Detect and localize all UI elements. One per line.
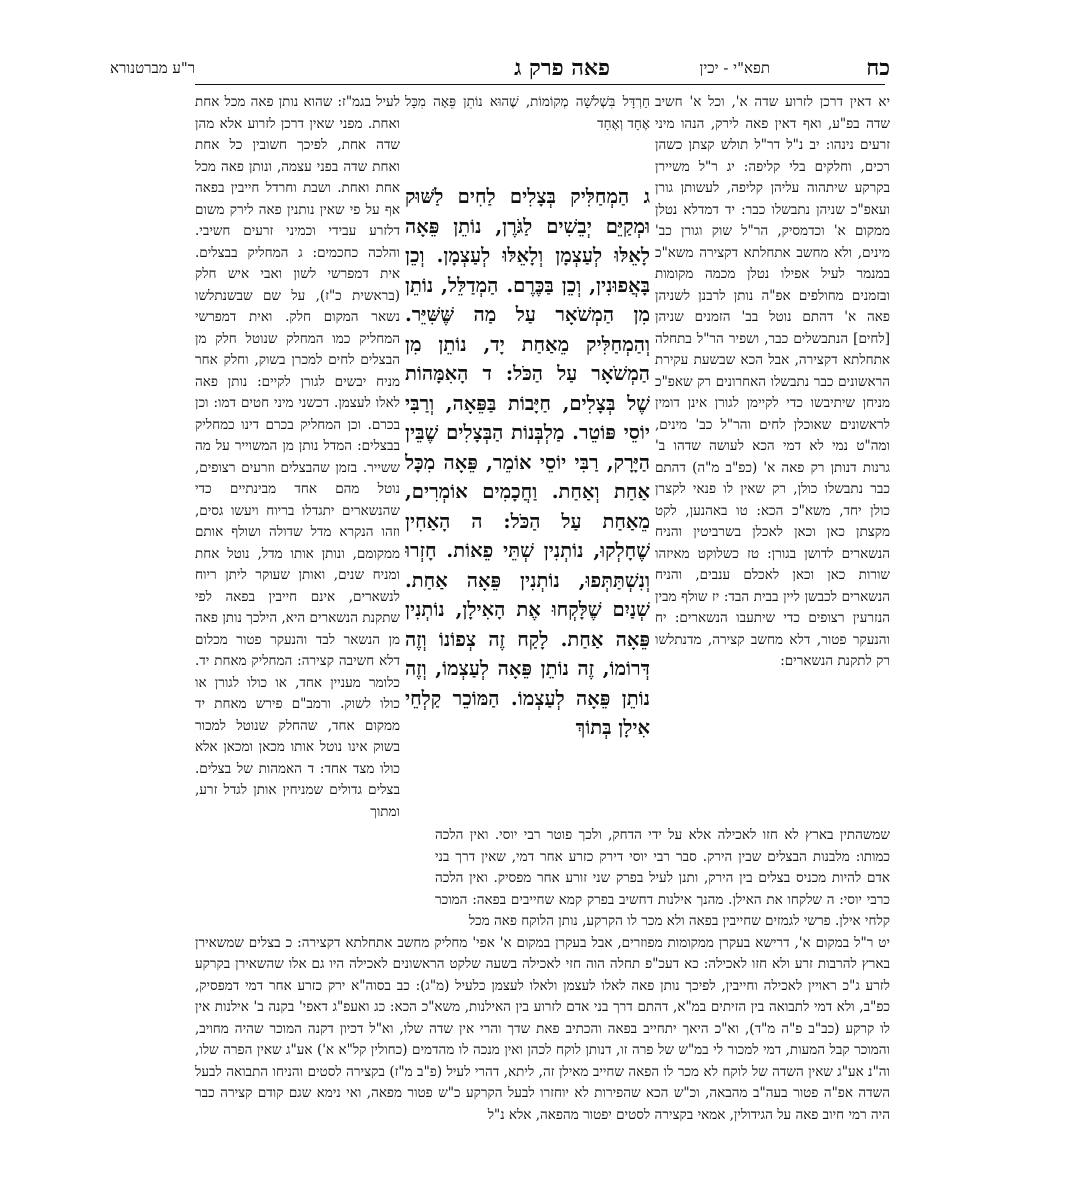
bartenura-text: לעיל בגמ"ז: שהוא נותן פאה מכל אחת ואחת. מפני שאין דרכן לזרוע אלא מהן שדה אחת, לפיכך חשובין כל אחת ואחת שדה בפני עצמה, ונותן פאה מכל אחת ואחת. ושבת וחרדל חייבין בפאה אף על פי שאין נותנין פאה לירק משום דלזרע עבידי וכמיני זרעים חשיבי. והלכה כחכמים: ג המחליק בבצלים. אית דמפרשי לשון ואבי איש חלק (בראשית כ"ז), על שם שבשנתלשו נשאר המקום חלק. ואית דמפרשי המחליק כמו המחלק שנוטל חלק מן הבצלים לחים למכרן בשוק, וחלק אחר מניח יבשים לגורן לקיים: נותן פאה לאלו לעצמן. דכשני מיני חטים דמו: וכן בכרם. וכן המחליק בכרם דינו כמחליק בבצלים: המדל נותן מן המשוייר על מה ששייר. בזמן שהבצלים וזרעים רצופים, נוטל מהם אחד מבינתיים כדי שהנשארים יתגדלו בריוח ויעשו גסים, וזהו הנקרא מדל שדולה ושולף אותם ממקומם, ונותן אותו מדל, נוטל אחת ומניח שנים, ואותן שעוקר ליתן ריוח לנשארים, אינם חייבין בפאה לפי שתקנת הנשארים היא, הילכך נותן פאה מן הנשאר לבד והנעקר פטור מכלום דלא חשיבה קצירה: המחליק מאחת יד. כלומר מעניין אחד, או כולו לגורן או כולו לשוק. ורמב"ם פירש מאחת יד ממקום אחד, שהחלק שנוטל למכור בשוק אינו נוטל אותו מכאן ומכאן אלא כולו מצד אחד: ד האמהות של בצלים. בצלים גדולים שמניחין אותן לגדל זרע, ומתוך [195,94,400,820]
yachin-text: יא דאין דרכן לזרוע שדה א', וכל א' חשיב שדה בפ"ע, ואף דאין פאה לירק, הנהו מיני זרעים נינהו: יב נ"ל דר"ל תולש קצתן כשהן רכים, וחלקים בלי קליפה: יג ר"ל משיירן בקרקע שיתהוה עליהן קליפה, לעשותן גורן ועאפ"כ שניהן נתבשלו כבר: יד דמדלא נטלן ממקום א' וכדמסיק, הר"ל שוק וגורן כב' מינים, ולא מחשב אתחלתא דקצירה משא"כ במנמר לעיל אפילו נטלן מכמה מקומות ובזמנים מחולפים אפ"ה נותן לרבנן לשניהן פאה א' דהתם נוטל בב' הזמנים שניהן [לחים] הנתבשלים כבר, ושפיר הר"ל בתחלה אתחלתא דקצירה, אבל הכא שבשעת עקירת הראשונים כבר נתבשלו האחרונים רק שאפ"כ מניחן שיתיבשו כדי לקיימן לגורן אינן דומין לראשונים שאוכלן לחים והר"ל כב' מינים, ומה"ט נמי לא דמי הכא לעושה שדהו ב' גרנות דנותן רק פאה א' (כפ"ב מ"ה) דהתם כבר נתבשלו כולן, רק שאין לו פנאי לקצרן כולן יחד, משא"כ הכא: טו באהנען, לקט מקצתן כאן וכאן לאכלן בשרביטין והניח הנשארים לדושן בגורן: טז כשלוקט מאיזהו שורות כאן וכאן לאכלם ענבים, והניח הנשארים לכבשן ליין בבית הבד: יז שולף מבין הנזרעין רצופים כדי שיתעבו הנשארים: יח והנעקר פטור, דלא מחשב קצירה, מדנתלשו רק לתקנת הנשארים: [655,94,890,669]
header-rule [195,84,885,85]
bartenura-column [195,92,400,822]
commentary-title-left: ר"ע מברטנורא [110,59,196,77]
mishnah-text: ג הַמְחַלִּיק בְּצָלִים לַחִים לַשּׁוּק וּמְקַיֵּם יְבֵשִׁים לַגֹּרֶן, נוֹתֵן פֵּאָה לָאֵלּוּ לְעַצְמָן וְלָאֵלּוּ לְעַצְמָן. וְכֵן בָּאֲפוּנִין, וְכֵן בַּכֶּרֶם. הַמְדַלֵּל, נוֹתֵן מִן הַמְשֹׁאָר עַל מַה שֶּׁשִּׁיֵּר. וְהַמְחַלִּיק מֵאַחַת יָד, נוֹתֵן מִן הַמְשֹׁאָר עַל הַכֹּל: ד הָאִמָּהוֹת שֶׁל בְּצָלִים, חַיָּבוֹת בַּפֵּאָה, וְרַבִּי יוֹסֵי פּוֹטֵר. מַלְבְּנוֹת הַבְּצָלִים שֶׁבֵּין הַיָּרָק, רַבִּי יוֹסֵי אוֹמֵר, פֵּאָה מִכָּל אַחַת וְאַחַת. וַחֲכָמִים אוֹמְרִים, מֵאַחַת עַל הַכֹּל: ה הָאַחִין שֶׁחָלְקוּ, נוֹתְנִין שְׁתֵּי פֵאוֹת. חָזְרוּ וְנִשְׁתַּתְּפוּ, נוֹתְנִין פֵּאָה אַחַת. שְׁנַיִם שֶׁלָּקְחוּ אֶת הָאִילָן, נוֹתְנִין פֵּאָה אַחַת. לָקַח זֶה צְפוֹנוֹ וְזֶה דְּרוֹמוֹ, זֶה נוֹתֵן פֵּאָה לְעַצְמוֹ, וְזֶה נוֹתֵן פֵּאָה לְעַצְמוֹ. הַמּוֹכֵר קַלְחֵי אִילָן בְּתוֹךְ [405,185,650,739]
tractate-title: פאה פרק ג [514,55,610,81]
center-top-text: חַרְדָּל בִּשְׁלֹשָׁה מְקוֹמוֹת, שֶׁהוּא נוֹתֵן פֵּאָה מִכָּל אֶחָד וְאֶחָד [405,94,650,132]
bottom-yachin-text: יט ר"ל במקום א', דרישא בעקרן ממקומות מפוזרים, אבל בעקרן במקום א' אפי' מחליק מחשב אתחלתא דקצירה: כ בצלים שמשאירן בארץ להרבות זרע ולא חזו לאכילה: כא דעכ"פ תחלה הוה חזי לאכילה בשעה שלקט הראשונים לאכילה היו גם אלו שהשאירן בקרקע לזרע ג"כ ראויין לאכילה וחייבין, לפיכך נותן פאה לאלו לעצמן ולאלו לעצמן כלעיל (מ"ג): כב בסוה"א ירק כזרע אחר דמי דמפסיק, כפ"ב, ולא דמי לתבואה בין הזיתים במ"א, דהתם דרך בני אדם לזרוע בין האילנות, משא"כ הכא: כג ואעפ"ג דאפי' בקנה ב' אילנות אין לו קרקע (כב"ב פ"ה מ"ד), וא"כ היאך יתחייב בפאה והכתיב פאת שדך והרי אין שדה שלו, וא"ל דכיון דקנה המוכר שהיה מחויב, והמוכר קבל המעות, דמי למכור לי במ"ש של פרה זו, דנותן לוקח לכהן ואין מנכה לו מהדמים (כחולין קל"א א') אע"ג שאין הפרה שלו, וה"נ אע"ג שאין השדה של לוקח לא מכר לו הפאה שחייב מאילן זה, ליתא, דהרי לעיל (פ"ב מ"ז) בקצירה לסטים והניחו התבואה לבעל השדה אפ"ה פטור בעה"ב מהבאה, וכ"ש הכא שהפירות לא יוחזרו לבעל הקרקע כ"ש פטור מפאה, ואי נימא שגם קודם קצירה כבר היה רמי חיוב פאה על הגידולין, אמאי בקצירה לסטים יפטור מהפאה, אלא נ"ל [195,934,890,1123]
bottom-bartenura-text: שמשהתין בארץ לא חזו לאכילה אלא על ידי הדחק, ולכך פוטר רבי יוסי. ואין הלכה כמותו: מלבנות הבצלים שבין הירק. סבר רבי יוסי דירק כזרע אחר דמי, שאין דרך בני אדם להיות מכניס בצלים בין הירק, ותנן לעיל בפרק שני זורע אחר מפסיק. ואין הלכה כרבי יוסי: ה שלקחו את האילן. מהנך אילנות דחשיב בפרק קמא שחייבים בפאה: המוכר קלחי אילן. פרשי לגמזים שחייבין בפאה ולא מכר לו הקרקע, נותן הלוקח פאה מכל [435,827,890,929]
center-top-column [405,92,650,182]
page-header [110,55,890,85]
bottom-commentary [195,825,890,1135]
mishnah-column [405,182,650,822]
commentary-title-right: תפא"י - יכין [699,59,770,77]
yachin-column [655,92,890,822]
page-number: כח [866,55,890,81]
